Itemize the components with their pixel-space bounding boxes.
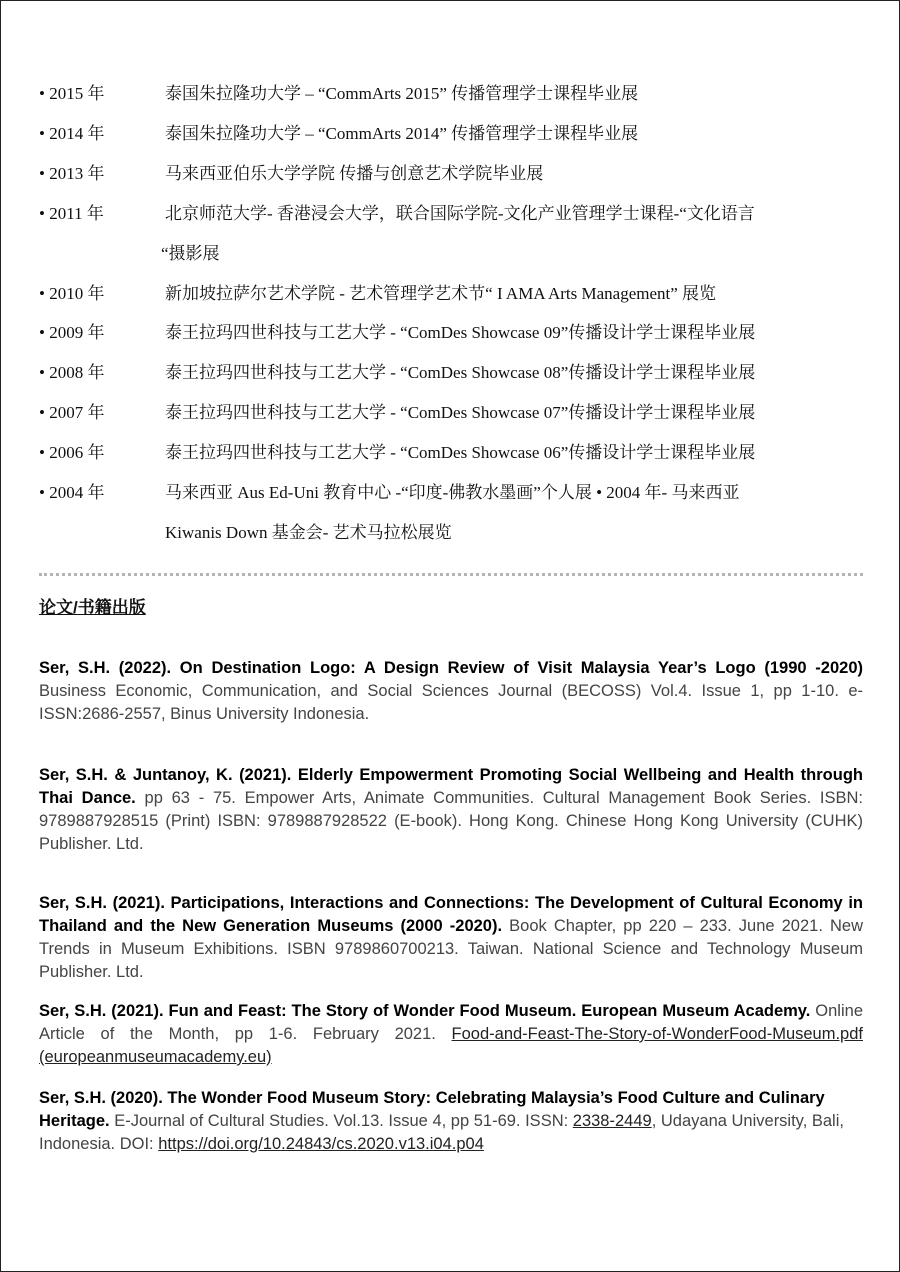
dotted-divider xyxy=(39,573,863,576)
exhibition-text: 泰国朱拉隆功大学 – “CommArts 2014” 传播管理学士课程毕业展 xyxy=(165,124,639,143)
publication-link[interactable]: Food-and-Feast-The-Story-of-WonderFood-Museum.pdf (europeanmuseumacademy.eu) xyxy=(39,1025,863,1066)
publication-entry xyxy=(39,1087,863,1156)
exhibition-year: • 2011 年 xyxy=(39,204,104,223)
exhibition-year: • 2006 年 xyxy=(39,443,105,462)
exhibition-year: • 2008 年 xyxy=(39,363,105,382)
publication-entry xyxy=(39,657,863,726)
exhibition-year: • 2010 年 xyxy=(39,284,105,303)
publication-title: On Destination Logo: A Design Review of Visit Malaysia Year’s Logo (1990 -2020) xyxy=(171,659,863,677)
publication-authors: Ser, S.H. (2022). xyxy=(39,659,172,677)
exhibition-text: 马来西亚伯乐大学学院 传播与创意艺术学院毕业展 xyxy=(165,164,544,183)
exhibition-year: • 2009 年 xyxy=(39,323,105,342)
publication-title: Participations, Interactions and Connections: The Development of Cultural Economy in Thailand and the New Generation Museums (2000 -2020). xyxy=(39,894,863,935)
exhibition-text: 泰王拉玛四世科技与工艺大学 - “ComDes Showcase 09”传播设计学士课程毕业展 xyxy=(165,323,756,342)
exhibition-text: 新加坡拉萨尔艺术学院 - 艺术管理学艺术节“ I AMA Arts Management” 展览 xyxy=(165,284,717,303)
exhibition-text-continued: Kiwanis Down 基金会- 艺术马拉松展览 xyxy=(165,523,452,542)
publication-details: E-Journal of Cultural Studies. Vol.13. Issue 4, pp 51-69. ISSN: xyxy=(109,1112,573,1130)
publication-entry xyxy=(39,764,863,856)
publication-title: Fun and Feast: The Story of Wonder Food Museum. European Museum Academy. xyxy=(163,1002,811,1020)
publication-title: The Wonder Food Museum Story: Celebrating Malaysia’s Food Culture and Culinary Heritage. xyxy=(39,1089,825,1130)
publication-authors: Ser, S.H. (2021). xyxy=(39,894,165,912)
publication-details: Online Article of the Month, pp 1-6. February 2021. xyxy=(39,1002,863,1043)
exhibition-text: 泰王拉玛四世科技与工艺大学 - “ComDes Showcase 07”传播设计学士课程毕业展 xyxy=(165,403,756,422)
exhibition-text: 北京师范大学- 香港浸会大学，联合国际学院-文化产业管理学士课程-“文化语言 xyxy=(165,204,755,223)
publication-details: Business Economic, Communication, and Social Sciences Journal (BECOSS) Vol.4. Issue 1, pp 1-10. e-ISSN:2686-2557, Binus University Indonesia. xyxy=(39,682,863,723)
exhibition-text-continued: “摄影展 xyxy=(161,244,220,263)
exhibition-text: 马来西亚 Aus Ed-Uni 教育中心 -“印度-佛教水墨画”个人展 • 2004 年- 马来西亚 xyxy=(165,483,740,502)
publication-title: Elderly Empowerment Promoting Social Wellbeing and Health through Thai Dance. xyxy=(39,766,863,807)
exhibition-text: 泰国朱拉隆功大学 – “CommArts 2015” 传播管理学士课程毕业展 xyxy=(165,84,639,103)
publication-details: pp 63 - 75. Empower Arts, Animate Communities. Cultural Management Book Series. ISBN: 9789887928515 (Print) ISBN: 9789887928522 (E-book). Hong Kong. Chinese Hong Kong University (CUHK) Publisher. Ltd. xyxy=(39,789,863,853)
publication-entry xyxy=(39,1000,863,1069)
exhibition-text: 泰王拉玛四世科技与工艺大学 - “ComDes Showcase 06”传播设计学士课程毕业展 xyxy=(165,443,756,462)
issn-link[interactable]: 2338-2449 xyxy=(572,1112,652,1130)
publication-authors: Ser, S.H. (2021). xyxy=(39,1002,164,1020)
publication-authors: Ser, S.H. (2020). xyxy=(39,1089,163,1107)
publication-authors: Ser, S.H. & Juntanoy, K. (2021). xyxy=(39,766,292,784)
exhibition-year: • 2004 年 xyxy=(39,483,105,502)
publications-heading: 论文/书籍出版 xyxy=(39,598,146,617)
exhibition-text: 泰王拉玛四世科技与工艺大学 - “ComDes Showcase 08”传播设计学士课程毕业展 xyxy=(165,363,756,382)
exhibition-year: • 2013 年 xyxy=(39,164,105,183)
exhibition-year: • 2014 年 xyxy=(39,124,105,143)
publication-details: Book Chapter, pp 220 – 233. June 2021. New Trends in Museum Exhibitions. ISBN 9789860700213. Taiwan. National Science and Technology Museum Publisher. Ltd. xyxy=(39,917,863,981)
exhibition-year: • 2015 年 xyxy=(39,84,105,103)
exhibition-year: • 2007 年 xyxy=(39,403,105,422)
publication-details-tail: , Udayana University, Bali, Indonesia. DOI: xyxy=(39,1112,844,1153)
doi-link[interactable]: https://doi.org/10.24843/cs.2020.v13.i04.p04 xyxy=(158,1135,484,1153)
publication-entry xyxy=(39,892,863,984)
